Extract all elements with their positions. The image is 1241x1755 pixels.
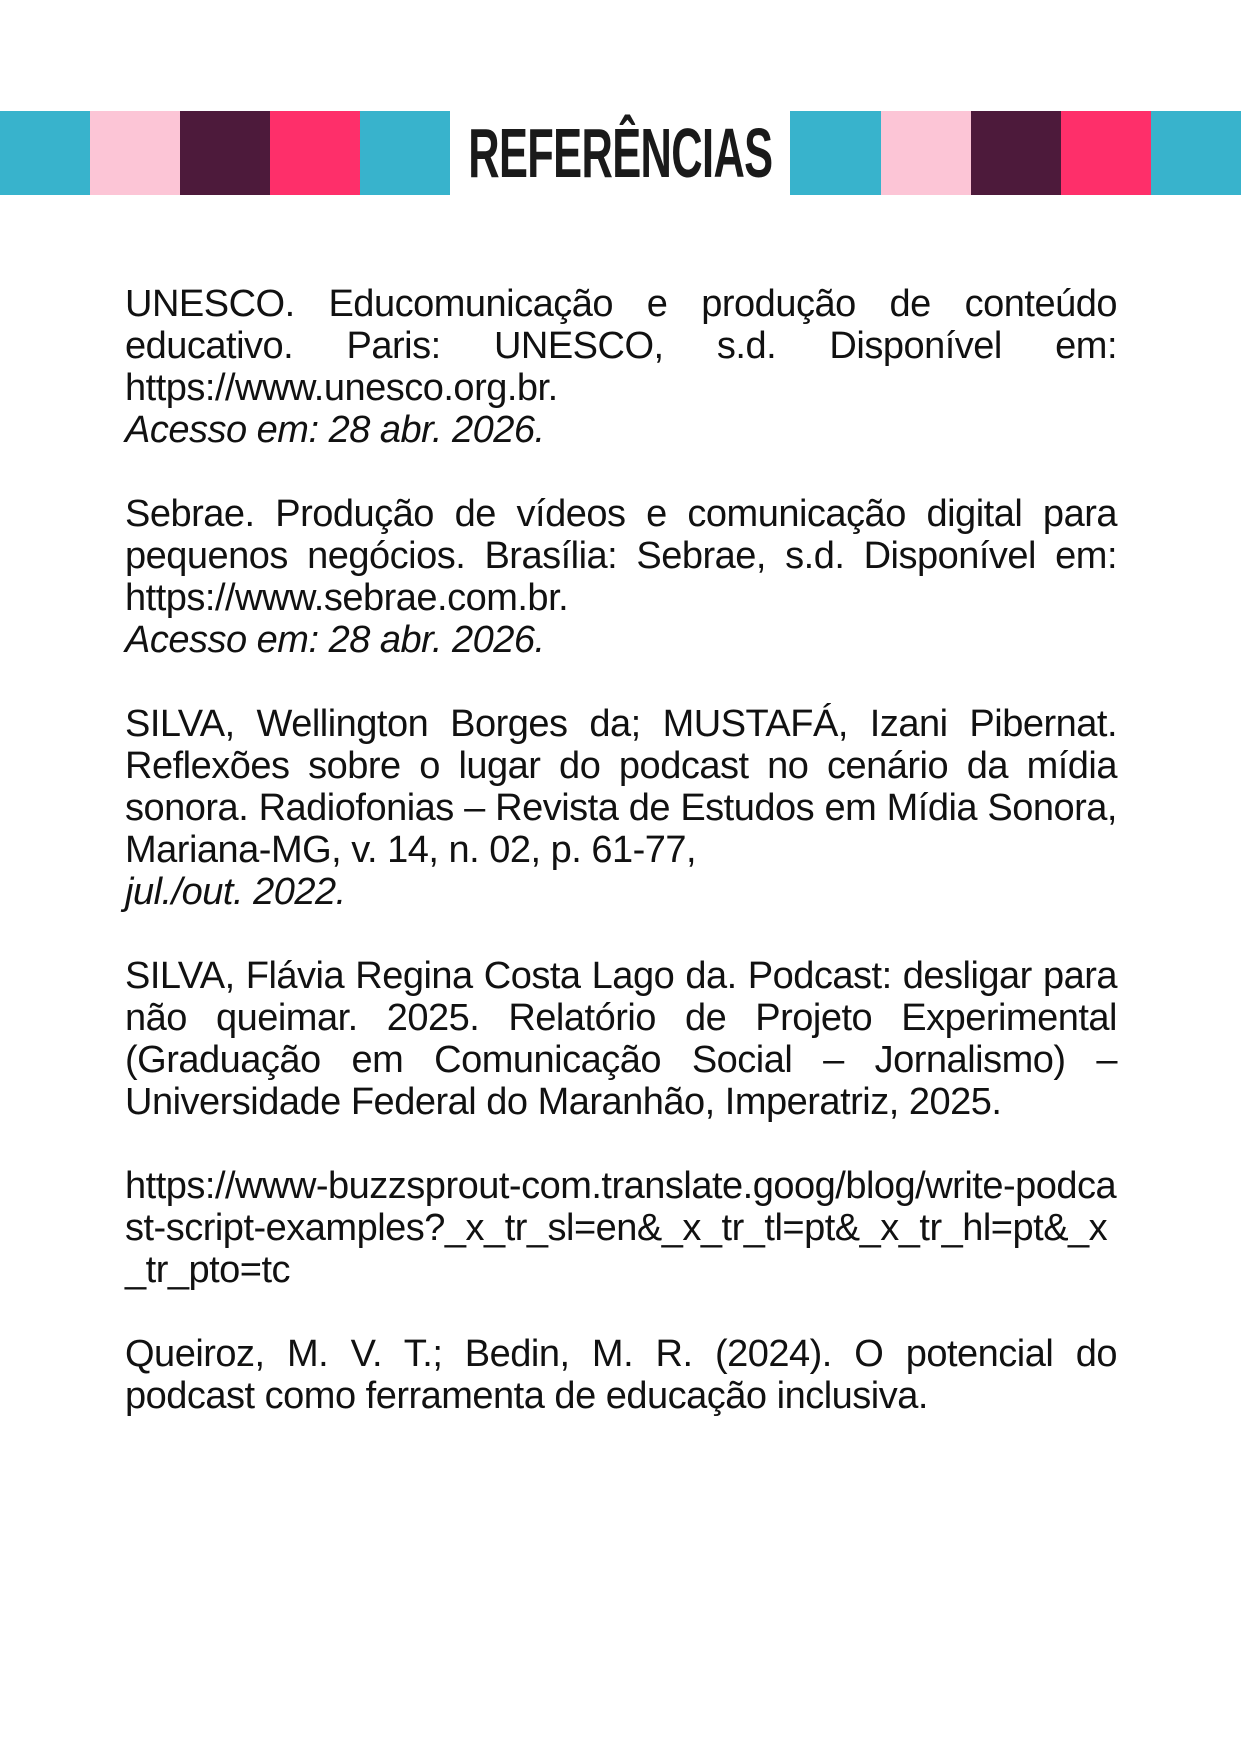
reference-entry — [125, 703, 1117, 913]
stripe-teal — [1151, 111, 1241, 195]
reference-access-date: Acesso em: 28 abr. 2026. — [125, 409, 545, 451]
reference-url: https://www-buzzsprout-com.translate.goog/blog/write-podcast-script-examples?_x_tr_sl=en&_x_tr_tl=pt&_x_tr_hl=pt&_x_tr_pto=tc — [125, 1165, 1117, 1291]
reference-text: SILVA, Wellington Borges da; MUSTAFÁ, Izani Pibernat. Reflexões sobre o lugar do podcast no cenário da mídia sonora. Radiofonias – Revista de Estudos em Mídia Sonora, Mariana-MG, v. 14, n. 02, p. 61-77, — [125, 703, 1117, 871]
reference-entry — [125, 1333, 1117, 1417]
reference-entry — [125, 283, 1117, 451]
stripe-teal — [790, 111, 881, 195]
stripe-pink — [881, 111, 971, 195]
stripe-teal — [360, 111, 450, 195]
reference-access-date: Acesso em: 28 abr. 2026. — [125, 619, 545, 661]
stripe-plum — [180, 111, 270, 195]
stripe-pink — [90, 111, 180, 195]
reference-list — [125, 283, 1117, 1459]
reference-text: Queiroz, M. V. T.; Bedin, M. R. (2024). O potencial do podcast como ferramenta de educação inclusiva. — [125, 1333, 1117, 1417]
reference-entry — [125, 493, 1117, 661]
stripe-magenta — [1061, 111, 1151, 195]
stripe-plum — [971, 111, 1061, 195]
stripe-teal — [0, 111, 90, 195]
reference-text: UNESCO. Educomunicação e produção de conteúdo educativo. Paris: UNESCO, s.d. Disponível em: https://www.unesco.org.br. — [125, 283, 1117, 409]
stripe-magenta — [270, 111, 360, 195]
header-band — [0, 111, 1241, 195]
page-title: REFERÊNCIAS — [467, 114, 773, 192]
reference-text: Sebrae. Produção de vídeos e comunicação digital para pequenos negócios. Brasília: Sebrae, s.d. Disponível em: https://www.sebrae.com.br. — [125, 493, 1117, 619]
reference-entry — [125, 955, 1117, 1123]
title-box — [450, 111, 790, 195]
reference-access-date: jul./out. 2022. — [125, 871, 346, 913]
reference-text: SILVA, Flávia Regina Costa Lago da. Podcast: desligar para não queimar. 2025. Relatório de Projeto Experimental (Graduação em Comunicação Social – Jornalismo) – Universidade Federal do Maranhão, Imperatriz, 2025. — [125, 955, 1117, 1123]
reference-entry-url — [125, 1165, 1117, 1291]
